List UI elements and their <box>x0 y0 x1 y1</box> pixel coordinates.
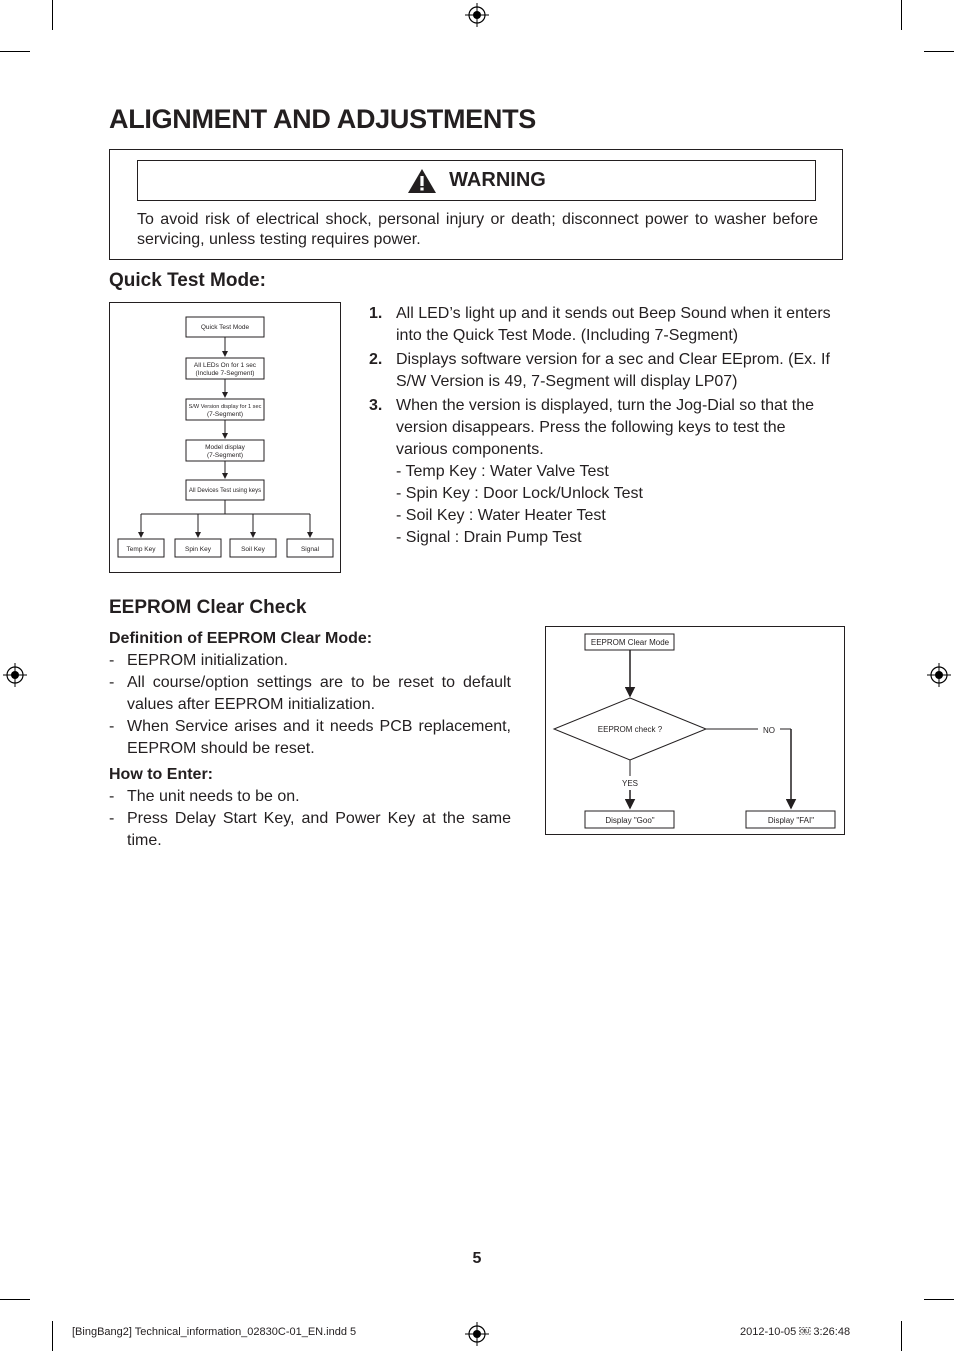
registration-mark-icon <box>465 1322 489 1346</box>
sub-item: - Spin Key : Door Lock/Unlock Test <box>396 485 643 502</box>
flow-text: (7-Segment) <box>206 411 244 418</box>
eeprom-flowchart <box>545 626 845 835</box>
flow-text: Spin Key <box>184 546 212 553</box>
eeprom-heading: EEPROM Clear Check <box>109 597 307 618</box>
step-item <box>369 349 839 393</box>
crop-mark <box>901 1321 902 1351</box>
crop-mark <box>52 1321 53 1351</box>
flow-text: EEPROM check ? <box>597 725 663 734</box>
footer-file: [BingBang2] Technical_information_02830C-01_EN.indd 5 <box>72 1326 357 1338</box>
crop-mark <box>924 1299 954 1300</box>
step-number: 3. <box>369 397 383 414</box>
sub-item: - Temp Key : Water Valve Test <box>396 463 609 480</box>
crop-mark <box>52 0 53 30</box>
step-item <box>369 303 839 347</box>
step-number: 1. <box>369 305 383 322</box>
warning-triangle-icon <box>407 168 437 194</box>
sub-item: - Signal : Drain Pump Test <box>396 529 582 546</box>
quick-test-steps <box>369 303 839 551</box>
flow-text: Quick Test Mode <box>200 324 250 331</box>
page-number: 5 <box>472 1250 482 1267</box>
flow-text: YES <box>621 779 639 788</box>
enter-heading: How to Enter: <box>109 766 213 783</box>
step-text: Displays software version for a sec and Clear EEprom. (Ex. If S/W Version is 49, 7-Segment will display LP07) <box>396 351 830 390</box>
registration-mark-icon <box>3 663 27 687</box>
eeprom-description <box>109 628 511 852</box>
flow-text: Signal <box>300 546 320 553</box>
flow-text: S/W Version display for 1 sec <box>188 404 262 410</box>
flow-text: (Include 7-Segment) <box>195 370 255 377</box>
warning-label: WARNING <box>449 169 546 191</box>
flow-text: Display "Goo" <box>605 816 655 825</box>
flow-text: (7-Segment) <box>206 452 244 459</box>
step-number: 2. <box>369 351 383 368</box>
flow-text: All LEDs On for 1 sec <box>193 362 257 369</box>
list-item: - All course/option settings are to be reset to default values after EEPROM initialization. <box>109 674 511 713</box>
list-item: - The unit needs to be on. <box>109 788 300 805</box>
definition-heading: Definition of EEPROM Clear Mode: <box>109 630 373 647</box>
flow-text: NO <box>763 726 775 735</box>
registration-mark-icon <box>465 3 489 27</box>
warning-text: To avoid risk of electrical shock, personal injury or death; disconnect power to washer before servicing, unless testing requires power. <box>137 211 818 248</box>
flow-text: Temp Key <box>126 546 156 553</box>
flow-text: All Devices Test using keys <box>188 488 262 494</box>
crop-mark <box>924 51 954 52</box>
warning-header <box>137 160 816 201</box>
list-item: - Press Delay Start Key, and Power Key at the same time. <box>109 810 511 849</box>
list-item: - When Service arises and it needs PCB replacement, EEPROM should be reset. <box>109 718 511 757</box>
flow-text: Model display <box>205 444 245 451</box>
page-title: ALIGNMENT AND ADJUSTMENTS <box>109 104 536 134</box>
quick-test-heading: Quick Test Mode: <box>109 270 266 291</box>
registration-mark-icon <box>927 663 951 687</box>
crop-mark <box>0 1299 30 1300</box>
list-item: - EEPROM initialization. <box>109 652 288 669</box>
crop-mark <box>901 0 902 30</box>
crop-mark <box>0 51 30 52</box>
step-item <box>369 395 839 549</box>
step-text: All LED’s light up and it sends out Beep Sound when it enters into the Quick Test Mode. (Including 7-Segment) <box>396 305 831 344</box>
flow-text: Display "FAI" <box>767 816 815 825</box>
step-text: When the version is displayed, turn the Jog-Dial so that the version disappears. Press the following keys to test the various components. <box>396 397 814 458</box>
warning-box <box>109 149 843 260</box>
flow-text: Soil Key <box>241 546 265 553</box>
quick-test-flowchart <box>109 302 341 573</box>
footer-timestamp: 2012-10-05 ￼ 3:26:48 <box>740 1326 851 1338</box>
sub-item: - Soil Key : Water Heater Test <box>396 507 606 524</box>
flow-text: EEPROM Clear Mode <box>590 638 670 647</box>
